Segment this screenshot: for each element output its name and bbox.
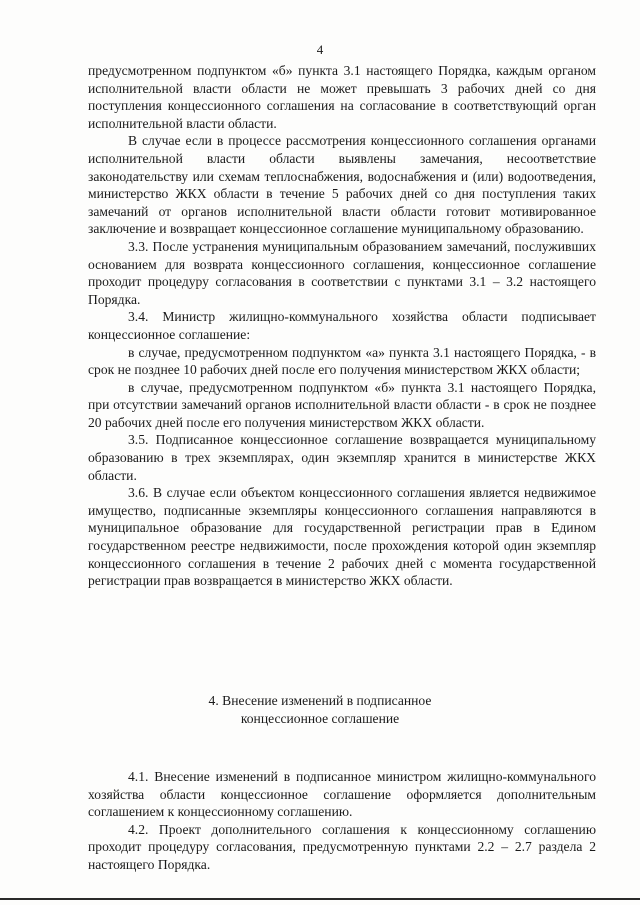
paragraph-3-4: 3.4. Министр жилищно-коммунального хозяйства области подписывает концессионное соглашение:: [88, 309, 596, 342]
scan-edge-line: [0, 898, 640, 900]
section-4-body: [88, 768, 596, 874]
section-heading: [0, 692, 640, 727]
section-heading-line1: 4. Внесение изменений в подписанное: [208, 693, 432, 708]
paragraph-3-5: 3.5. Подписанное концессионное соглашение возвращается муниципальному образованию в трех экземплярах, один экземпляр хранится в министерстве ЖКХ области.: [88, 432, 596, 483]
paragraph-continuation: предусмотренном подпунктом «б» пункта 3.1 настоящего Порядка, каждым органом исполнительной власти области не может превышать 3 рабочих дней со дня поступления концессионного соглашения на согласование в соответствующий орган исполнительной власти области.: [88, 63, 596, 131]
section-heading-line2: концессионное соглашение: [240, 710, 400, 726]
paragraph-3-3: 3.3. После устранения муниципальным образованием замечаний, послуживших основанием для возврата концессионного соглашения, концессионное соглашение проходит процедуру согласования в соответствии с пунктами 3.1 – 3.2 настоящего Порядка.: [88, 238, 596, 307]
document-body: [88, 62, 596, 590]
paragraph-3-4-case-b: в случае, предусмотренном подпунктом «б» пункта 3.1 настоящего Порядка, при отсутствии замечаний органов исполнительной власти области - в срок не позднее 20 рабочих дней после его получения министерством ЖКХ области.: [88, 379, 596, 430]
paragraph-3-6: 3.6. В случае если объектом концессионного соглашения является недвижимое имущество, подписанные экземпляры концессионного соглашения направляются в муниципальное образование для государственной регистрации прав в Едином государственном реестре недвижимости, после прохождения которой один экземпляр концессионного соглашения в течение 2 рабочих дней с момента государственной регистрации прав возвращается в министерство ЖКХ области.: [88, 485, 596, 589]
paragraph-3-4-case-a: в случае, предусмотренном подпунктом «а» пункта 3.1 настоящего Порядка, - в срок не позднее 10 рабочих дней после его получения министерством ЖКХ области;: [88, 344, 596, 378]
paragraph-4-1: 4.1. Внесение изменений в подписанное министром жилищно-коммунального хозяйства области концессионное соглашение оформляется дополнительным соглашением к концессионному соглашению.: [88, 769, 596, 820]
page-number: 4: [316, 42, 324, 57]
paragraph-4-2: 4.2. Проект дополнительного соглашения к концессионному соглашению проходит процедуру согласования, предусмотренную пунктами 2.2 – 2.7 раздела 2 настоящего Порядка.: [88, 821, 596, 872]
paragraph-remarks: В случае если в процессе рассмотрения концессионного соглашения органами исполнительной власти области выявлены замечания, несоответствие законодательству или схемам теплоснабжения, водоснабжения и (или) водоотведения, министерство ЖКХ области в течение 5 рабочих дней со дня поступления таких замечаний от органов исполнительной власти области готовит мотивированное заключение и возвращает концессионное соглашение муниципальному образованию.: [88, 133, 596, 237]
